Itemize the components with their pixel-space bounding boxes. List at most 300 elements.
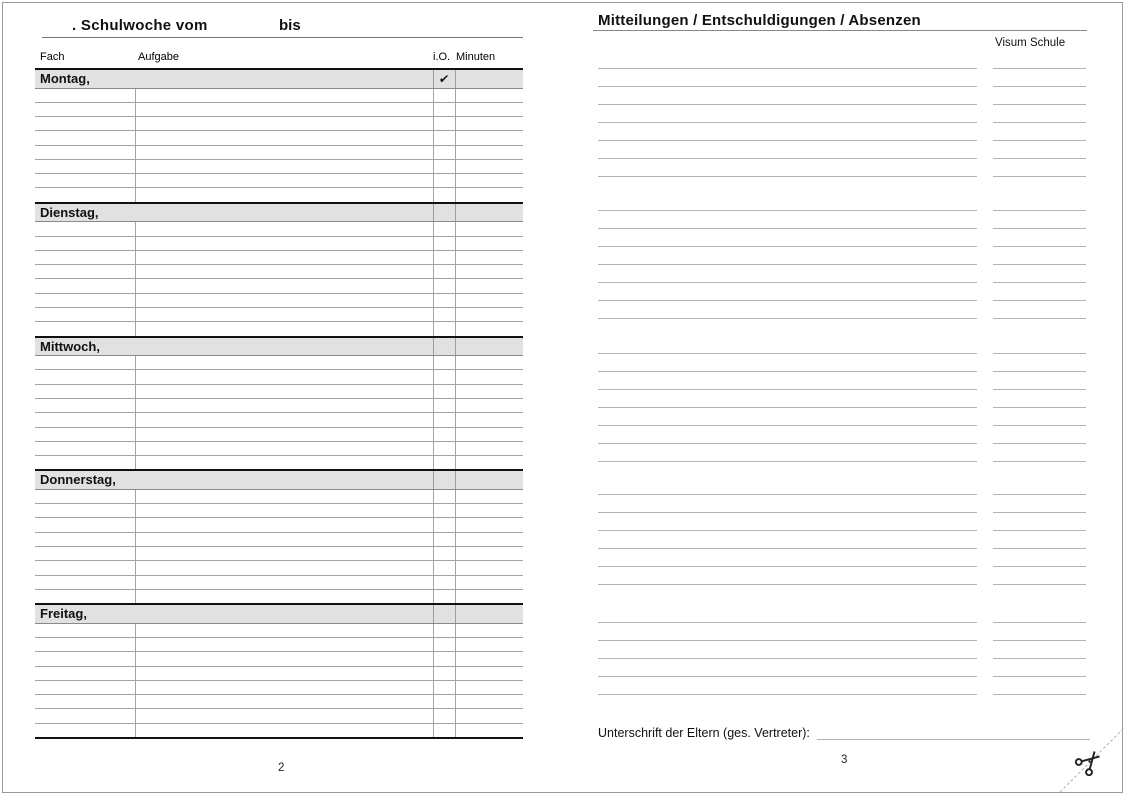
- row-cell-io: [433, 160, 455, 173]
- io-header-cell: [433, 70, 455, 88]
- row-cell-io: [433, 681, 455, 694]
- row-cell-fach: [35, 681, 135, 694]
- row-cell-min: [455, 237, 523, 250]
- day-header: [35, 70, 523, 89]
- row-cell-io: [433, 399, 455, 412]
- mitteilung-line: [598, 512, 977, 513]
- homework-row: [35, 89, 523, 103]
- row-cell-min: [455, 174, 523, 187]
- row-cell-io: [433, 117, 455, 130]
- homework-row: [35, 576, 523, 590]
- day-section-dienstag: [35, 202, 523, 336]
- row-cell-min: [455, 117, 523, 130]
- mitteilung-line: [598, 158, 977, 159]
- row-cell-io: [433, 265, 455, 278]
- row-cell-min: [455, 322, 523, 335]
- row-cell-min: [455, 624, 523, 637]
- column-header-io: i.O.: [433, 51, 451, 63]
- day-rows: [35, 89, 523, 202]
- mitteilung-line: [598, 86, 977, 87]
- row-cell-fach: [35, 709, 135, 722]
- visum-line: [993, 622, 1086, 623]
- visum-line: [993, 140, 1086, 141]
- homework-row: [35, 518, 523, 532]
- row-cell-min: [455, 652, 523, 665]
- mitteilung-line: [598, 640, 977, 641]
- row-cell-io: [433, 652, 455, 665]
- row-cell-io: [433, 251, 455, 264]
- row-cell-min: [455, 103, 523, 116]
- row-cell-io: [433, 561, 455, 574]
- mitteilung-line: [598, 658, 977, 659]
- mitteilung-line: [598, 622, 977, 623]
- row-cell-io: [433, 222, 455, 235]
- homework-row: [35, 533, 523, 547]
- visum-line: [993, 407, 1086, 408]
- mitteilung-line: [598, 282, 977, 283]
- row-cell-min: [455, 638, 523, 651]
- row-cell-min: [455, 667, 523, 680]
- row-cell-auf: [135, 174, 433, 187]
- row-cell-io: [433, 413, 455, 426]
- row-cell-auf: [135, 251, 433, 264]
- row-cell-min: [455, 490, 523, 503]
- row-cell-min: [455, 681, 523, 694]
- row-cell-min: [455, 131, 523, 144]
- mitteilung-line: [598, 104, 977, 105]
- row-cell-fach: [35, 724, 135, 737]
- row-cell-fach: [35, 442, 135, 455]
- day-section-mittwoch: [35, 336, 523, 470]
- row-cell-min: [455, 222, 523, 235]
- minuten-header-cell: [455, 471, 523, 489]
- row-cell-io: [433, 667, 455, 680]
- day-label: Freitag,: [40, 606, 87, 622]
- row-cell-fach: [35, 547, 135, 560]
- row-cell-auf: [135, 709, 433, 722]
- row-cell-fach: [35, 695, 135, 708]
- row-cell-auf: [135, 533, 433, 546]
- row-cell-fach: [35, 103, 135, 116]
- row-cell-io: [433, 504, 455, 517]
- visum-line: [993, 461, 1086, 462]
- homework-row: [35, 251, 523, 265]
- row-cell-min: [455, 561, 523, 574]
- visum-line: [993, 176, 1086, 177]
- signature-line: [817, 739, 1090, 740]
- row-cell-io: [433, 322, 455, 335]
- row-cell-auf: [135, 294, 433, 307]
- row-cell-io: [433, 638, 455, 651]
- visum-line: [993, 104, 1086, 105]
- visum-line: [993, 158, 1086, 159]
- visum-line: [993, 512, 1086, 513]
- row-cell-fach: [35, 652, 135, 665]
- row-cell-auf: [135, 117, 433, 130]
- row-cell-io: [433, 188, 455, 201]
- row-cell-io: [433, 709, 455, 722]
- homework-row: [35, 131, 523, 145]
- day-label: Montag,: [40, 71, 90, 86]
- homework-row: [35, 370, 523, 384]
- homework-row: [35, 490, 523, 504]
- row-cell-auf: [135, 160, 433, 173]
- mitteilung-line: [598, 140, 977, 141]
- io-header-cell: [433, 338, 455, 356]
- visum-line: [993, 228, 1086, 229]
- row-cell-auf: [135, 322, 433, 335]
- visum-line: [993, 282, 1086, 283]
- row-cell-auf: [135, 695, 433, 708]
- row-cell-fach: [35, 561, 135, 574]
- homework-row: [35, 308, 523, 322]
- homework-row: [35, 294, 523, 308]
- row-cell-io: [433, 518, 455, 531]
- visum-line: [993, 371, 1086, 372]
- visum-line: [993, 443, 1086, 444]
- homework-row: [35, 428, 523, 442]
- visum-line: [993, 640, 1086, 641]
- homework-row: [35, 237, 523, 251]
- row-cell-io: [433, 442, 455, 455]
- visum-line: [993, 694, 1086, 695]
- row-cell-fach: [35, 174, 135, 187]
- visum-line: [993, 658, 1086, 659]
- homework-row: [35, 590, 523, 603]
- row-cell-min: [455, 89, 523, 102]
- page-number-right: 3: [841, 754, 848, 766]
- row-cell-io: [433, 308, 455, 321]
- day-section-freitag: [35, 603, 523, 737]
- row-cell-min: [455, 576, 523, 589]
- row-cell-auf: [135, 456, 433, 469]
- day-section-montag: [35, 68, 523, 202]
- homework-row: [35, 117, 523, 131]
- visum-line: [993, 68, 1086, 69]
- row-cell-fach: [35, 456, 135, 469]
- signature-label: Unterschrift der Eltern (ges. Vertreter):: [598, 726, 810, 740]
- homework-row: [35, 442, 523, 456]
- row-cell-io: [433, 237, 455, 250]
- homework-row: [35, 265, 523, 279]
- homework-row: [35, 385, 523, 399]
- row-cell-min: [455, 709, 523, 722]
- row-cell-auf: [135, 222, 433, 235]
- row-cell-io: [433, 279, 455, 292]
- row-cell-io: [433, 695, 455, 708]
- row-cell-auf: [135, 576, 433, 589]
- day-header: [35, 204, 523, 223]
- row-cell-io: [433, 456, 455, 469]
- visum-line: [993, 210, 1086, 211]
- row-cell-io: [433, 131, 455, 144]
- mitteilung-line: [598, 228, 977, 229]
- row-cell-auf: [135, 413, 433, 426]
- row-cell-fach: [35, 413, 135, 426]
- minuten-header-cell: [455, 204, 523, 222]
- mitteilung-line: [598, 425, 977, 426]
- row-cell-min: [455, 356, 523, 369]
- row-cell-fach: [35, 131, 135, 144]
- row-cell-auf: [135, 652, 433, 665]
- homework-row: [35, 222, 523, 236]
- row-cell-auf: [135, 624, 433, 637]
- row-cell-auf: [135, 131, 433, 144]
- row-cell-fach: [35, 222, 135, 235]
- row-cell-fach: [35, 279, 135, 292]
- row-cell-io: [433, 490, 455, 503]
- check-icon: ✔: [438, 72, 451, 86]
- ruled-lines-area: [598, 0, 1088, 760]
- row-cell-fach: [35, 576, 135, 589]
- row-cell-auf: [135, 724, 433, 737]
- visum-line: [993, 676, 1086, 677]
- row-cell-io: [433, 533, 455, 546]
- day-label: Dienstag,: [40, 204, 99, 220]
- row-cell-min: [455, 413, 523, 426]
- homework-row: [35, 413, 523, 427]
- row-cell-fach: [35, 504, 135, 517]
- day-section-donnerstag: [35, 469, 523, 603]
- io-header-cell: [433, 204, 455, 222]
- row-cell-io: [433, 89, 455, 102]
- mitteilung-line: [598, 176, 977, 177]
- homework-row: [35, 399, 523, 413]
- mitteilung-line: [598, 353, 977, 354]
- row-cell-io: [433, 547, 455, 560]
- minuten-header-cell: [455, 605, 523, 623]
- day-header: [35, 471, 523, 490]
- day-rows: [35, 624, 523, 737]
- row-cell-auf: [135, 103, 433, 116]
- visum-line: [993, 584, 1086, 585]
- row-cell-auf: [135, 399, 433, 412]
- row-cell-io: [433, 146, 455, 159]
- row-cell-fach: [35, 146, 135, 159]
- homework-row: [35, 174, 523, 188]
- row-cell-auf: [135, 237, 433, 250]
- visum-line: [993, 246, 1086, 247]
- mitteilung-line: [598, 246, 977, 247]
- homework-row: [35, 160, 523, 174]
- visum-line: [993, 264, 1086, 265]
- io-header-cell: [433, 605, 455, 623]
- homework-row: [35, 356, 523, 370]
- row-cell-min: [455, 547, 523, 560]
- row-cell-auf: [135, 385, 433, 398]
- day-rows: [35, 356, 523, 469]
- row-cell-min: [455, 724, 523, 737]
- column-header-minuten: Minuten: [456, 51, 496, 63]
- mitteilung-line: [598, 300, 977, 301]
- row-cell-fach: [35, 117, 135, 130]
- row-cell-auf: [135, 504, 433, 517]
- mitteilung-line: [598, 461, 977, 462]
- row-cell-io: [433, 294, 455, 307]
- row-cell-fach: [35, 490, 135, 503]
- visum-line: [993, 389, 1086, 390]
- row-cell-fach: [35, 624, 135, 637]
- row-cell-min: [455, 370, 523, 383]
- mitteilung-line: [598, 371, 977, 372]
- homework-row: [35, 322, 523, 335]
- row-cell-fach: [35, 294, 135, 307]
- homework-row: [35, 561, 523, 575]
- page-number-left: 2: [278, 762, 285, 774]
- homework-row: [35, 667, 523, 681]
- row-cell-auf: [135, 667, 433, 680]
- row-cell-io: [433, 624, 455, 637]
- day-header: [35, 605, 523, 624]
- week-title-bis: bis: [279, 17, 301, 34]
- homework-row: [35, 681, 523, 695]
- row-cell-min: [455, 294, 523, 307]
- homework-table: [35, 68, 523, 739]
- minuten-header-cell: [455, 338, 523, 356]
- homework-row: [35, 638, 523, 652]
- row-cell-fach: [35, 428, 135, 441]
- mitteilung-line: [598, 443, 977, 444]
- row-cell-fach: [35, 322, 135, 335]
- day-header: [35, 338, 523, 357]
- day-rows: [35, 222, 523, 335]
- row-cell-fach: [35, 89, 135, 102]
- row-cell-fach: [35, 518, 135, 531]
- row-cell-io: [433, 370, 455, 383]
- mitteilung-line: [598, 122, 977, 123]
- row-cell-min: [455, 251, 523, 264]
- row-cell-min: [455, 188, 523, 201]
- row-cell-min: [455, 385, 523, 398]
- mitteilung-line: [598, 389, 977, 390]
- row-cell-fach: [35, 356, 135, 369]
- row-cell-auf: [135, 370, 433, 383]
- row-cell-auf: [135, 490, 433, 503]
- row-cell-fach: [35, 370, 135, 383]
- row-cell-auf: [135, 638, 433, 651]
- day-label: Donnerstag,: [40, 472, 116, 488]
- week-title: . Schulwoche vom: [72, 17, 208, 34]
- homework-row: [35, 456, 523, 469]
- row-cell-auf: [135, 279, 433, 292]
- io-header-cell: [433, 471, 455, 489]
- mitteilung-line: [598, 676, 977, 677]
- row-cell-min: [455, 399, 523, 412]
- mitteilung-line: [598, 494, 977, 495]
- row-cell-io: [433, 428, 455, 441]
- row-cell-io: [433, 174, 455, 187]
- row-cell-fach: [35, 265, 135, 278]
- row-cell-min: [455, 146, 523, 159]
- mitteilung-line: [598, 694, 977, 695]
- row-cell-fach: [35, 237, 135, 250]
- row-cell-min: [455, 428, 523, 441]
- row-cell-min: [455, 442, 523, 455]
- mitteilung-line: [598, 548, 977, 549]
- mitteilung-line: [598, 530, 977, 531]
- row-cell-auf: [135, 561, 433, 574]
- visum-line: [993, 318, 1086, 319]
- row-cell-io: [433, 103, 455, 116]
- mitteilung-line: [598, 584, 977, 585]
- mitteilung-line: [598, 407, 977, 408]
- homework-row: [35, 652, 523, 666]
- row-cell-fach: [35, 667, 135, 680]
- homework-row: [35, 724, 523, 737]
- visum-line: [993, 86, 1086, 87]
- row-cell-io: [433, 356, 455, 369]
- visum-schule-label: Visum Schule: [995, 37, 1066, 49]
- mitteilung-line: [598, 210, 977, 211]
- row-cell-fach: [35, 533, 135, 546]
- row-cell-auf: [135, 188, 433, 201]
- row-cell-min: [455, 590, 523, 603]
- row-cell-auf: [135, 146, 433, 159]
- mitteilung-line: [598, 318, 977, 319]
- homework-row: [35, 695, 523, 709]
- row-cell-auf: [135, 518, 433, 531]
- column-header-aufgabe: Aufgabe: [138, 51, 179, 63]
- visum-line: [993, 425, 1086, 426]
- row-cell-auf: [135, 442, 433, 455]
- visum-line: [993, 530, 1086, 531]
- row-cell-min: [455, 533, 523, 546]
- mitteilung-line: [598, 566, 977, 567]
- row-cell-fach: [35, 638, 135, 651]
- homework-row: [35, 188, 523, 201]
- visum-line: [993, 300, 1086, 301]
- minuten-header-cell: [455, 70, 523, 88]
- homework-row: [35, 624, 523, 638]
- day-rows: [35, 490, 523, 603]
- row-cell-auf: [135, 356, 433, 369]
- row-cell-auf: [135, 681, 433, 694]
- day-label: Mittwoch,: [40, 338, 100, 354]
- row-cell-min: [455, 504, 523, 517]
- row-cell-min: [455, 265, 523, 278]
- mitteilung-line: [598, 264, 977, 265]
- row-cell-io: [433, 385, 455, 398]
- mitteilungen-title: Mitteilungen / Entschuldigungen / Absenzen: [598, 12, 921, 29]
- week-title-underline: [42, 37, 523, 38]
- row-cell-auf: [135, 590, 433, 603]
- row-cell-min: [455, 308, 523, 321]
- row-cell-io: [433, 576, 455, 589]
- visum-line: [993, 494, 1086, 495]
- row-cell-io: [433, 724, 455, 737]
- row-cell-fach: [35, 188, 135, 201]
- homework-row: [35, 103, 523, 117]
- row-cell-fach: [35, 251, 135, 264]
- row-cell-fach: [35, 385, 135, 398]
- homework-row: [35, 279, 523, 293]
- visum-line: [993, 353, 1086, 354]
- row-cell-auf: [135, 308, 433, 321]
- row-cell-min: [455, 160, 523, 173]
- homework-row: [35, 504, 523, 518]
- visum-line: [993, 566, 1086, 567]
- row-cell-auf: [135, 428, 433, 441]
- homework-row: [35, 709, 523, 723]
- visum-line: [993, 122, 1086, 123]
- row-cell-min: [455, 279, 523, 292]
- row-cell-fach: [35, 590, 135, 603]
- column-header-fach: Fach: [40, 51, 65, 63]
- row-cell-fach: [35, 308, 135, 321]
- row-cell-fach: [35, 399, 135, 412]
- row-cell-auf: [135, 89, 433, 102]
- homework-row: [35, 547, 523, 561]
